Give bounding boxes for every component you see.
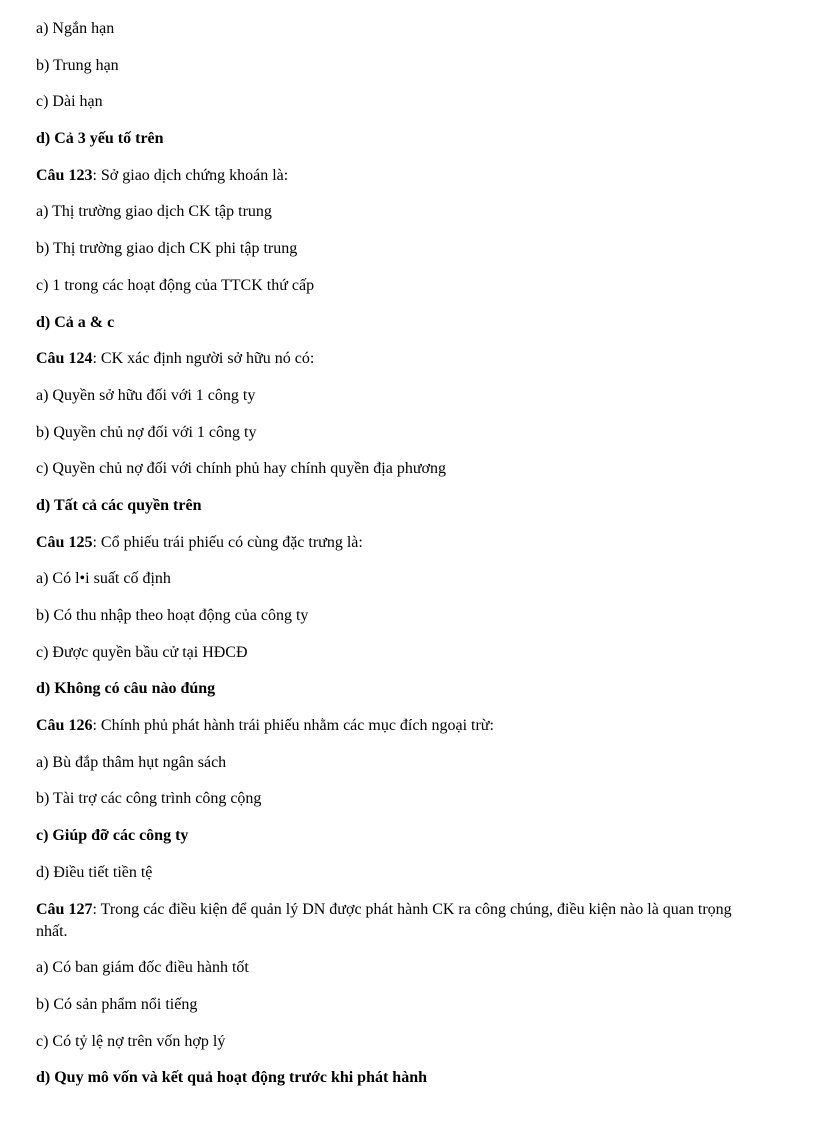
question-line (36, 348, 766, 370)
question-label: Câu 126 (36, 717, 93, 735)
option-line: d) Điều tiết tiền tệ (36, 863, 153, 881)
option-line: b) Có thu nhập theo hoạt động của công ty (36, 607, 309, 624)
option-line: a) Ngắn hạn (36, 20, 115, 37)
option-line: c) Được quyền bầu cử tại HĐCĐ (36, 643, 248, 661)
option-line: a) Có l•i suất cố định (36, 570, 171, 588)
option-line: b) Trung hạn (36, 56, 119, 74)
option-line: b) Có sản phẩm nổi tiếng (36, 995, 198, 1013)
question-text: : Trong các điều kiện để quản lý DN được phát hành CK ra công chúng, điều kiện nào là quan trọng nhất. (36, 900, 732, 940)
answer-line: d) Tất cả các quyền trên (36, 496, 202, 514)
answer-line: c) Giúp đỡ các công ty (36, 827, 189, 845)
question-text: : Chính phủ phát hành trái phiếu nhằm các mục đích ngoại trừ: (92, 717, 494, 735)
option-line: a) Thị trường giao dịch CK tập trung (36, 203, 272, 221)
answer-line: d) Quy mô vốn và kết quả hoạt động trước khi phát hành (36, 1069, 427, 1087)
option-line: a) Quyền sở hữu đối với 1 công ty (36, 386, 256, 404)
question-label: Câu 123 (36, 166, 93, 184)
question-line (36, 715, 766, 737)
question-label: Câu 127 (36, 900, 93, 918)
answer-line: d) Cả 3 yếu tố trên (36, 130, 164, 148)
option-line: b) Quyền chủ nợ đối với 1 công ty (36, 423, 257, 441)
option-line: c) Quyền chủ nợ đối với chính phủ hay chính quyền địa phương (36, 460, 446, 478)
option-line: c) Dài hạn (36, 93, 103, 111)
option-line: a) Có ban giám đốc điều hành tốt (36, 959, 249, 977)
question-line (36, 165, 766, 187)
question-text: : CK xác định người sở hữu nó có: (92, 350, 315, 368)
option-line: c) Có tỷ lệ nợ trên vốn hợp lý (36, 1032, 226, 1050)
option-line: a) Bù đắp thâm hụt ngân sách (36, 753, 227, 771)
document-page (36, 18, 766, 1104)
option-line: b) Thị trường giao dịch CK phi tập trung (36, 240, 298, 258)
question-line (36, 532, 766, 554)
question-text: : Sở giao dịch chứng khoán là: (92, 166, 289, 184)
question-label: Câu 125 (36, 533, 93, 551)
answer-line: d) Cả a & c (36, 313, 115, 331)
option-line: c) 1 trong các hoạt động của TTCK thứ cấp (36, 276, 315, 294)
question-line (36, 899, 766, 943)
question-text: : Cổ phiếu trái phiếu có cùng đặc trưng là: (92, 533, 363, 551)
question-label: Câu 124 (36, 350, 93, 368)
option-line: b) Tài trợ các công trình công cộng (36, 790, 262, 808)
answer-line: d) Không có câu nào đúng (36, 680, 216, 698)
